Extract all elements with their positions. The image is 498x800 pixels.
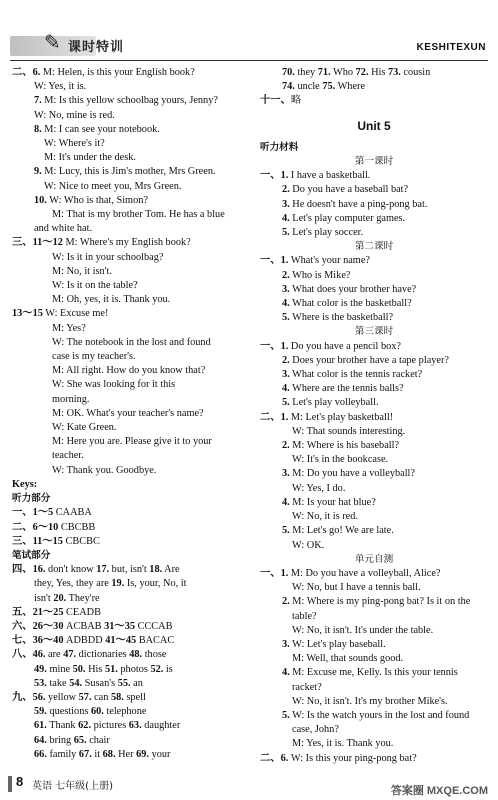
text-line: 六、26～30 ACBAB 31～35 CCCAB [12, 620, 173, 632]
text-line: W: No, it is red. [292, 511, 358, 523]
text-line: 3. What color is the tennis racket? [282, 369, 423, 381]
text-line: M: Yes? [52, 322, 86, 334]
header-divider [10, 60, 488, 61]
text-line: M: OK. What's your teacher's name? [52, 407, 204, 419]
text-line: 二、6. M: Helen, is this your English book? [12, 67, 195, 78]
text-line: M: Here you are. Please give it to your [52, 436, 212, 448]
text-line: W: No, but I have a tennis ball. [292, 582, 421, 594]
text-line: W: It's in the bookcase. [292, 454, 389, 466]
text-line: 三、11～12 M: Where's my English book? [12, 237, 191, 249]
logo-text: 课时特训 [68, 40, 125, 55]
text-line: M: All right. How do you know that? [52, 365, 206, 377]
text-line: teacher. [52, 450, 84, 462]
text-line: 一、1. I have a basketball. [260, 170, 371, 182]
text-line: 4. What color is the basketball? [282, 298, 412, 310]
text-line: table? [292, 610, 317, 622]
text-line: 5. Let's play soccer. [282, 227, 364, 239]
text-line: 2. Does your brother have a tape player? [282, 354, 449, 366]
text-line: 七、36～40 ADBDD 41～45 BACAC [12, 635, 175, 647]
text-line: 3. W: Let's play baseball. [282, 638, 386, 650]
text-line: Keys: [12, 478, 38, 490]
text-line: 4. M: Excuse me, Kelly. Is this your tennis [282, 667, 458, 679]
book-label: 英语 七年级(上册) [32, 781, 113, 792]
text-line: W: She was looking for it this [52, 379, 176, 391]
text-line: M: Oh, yes, it is. Thank you. [52, 294, 171, 306]
text-line: 3. He doesn't have a ping-pong bat. [282, 198, 428, 210]
page-number: 8 [16, 774, 24, 789]
text-line: they, Yes, they are 19. Is, your, No, it [34, 578, 187, 590]
page-footer [0, 770, 498, 800]
text-line: 笔试部分 [12, 549, 51, 561]
text-line: 7. M: Is this yellow schoolbag yours, Jenny? [34, 95, 218, 107]
text-line: 二、6～10 CBCBB [12, 521, 96, 533]
text-line: 5. Let's play volleyball. [282, 397, 379, 409]
text-line: racket? [292, 681, 322, 693]
text-line: 64. bring 65. chair [34, 734, 110, 746]
text-line: 9. M: Lucy, this is Jim's mother, Mrs Green. [34, 166, 216, 178]
text-line: M: It's under the desk. [44, 152, 136, 164]
text-line: 二、1. M: Let's play basketball! [260, 411, 394, 423]
text-line: M: Well, that sounds good. [292, 653, 404, 665]
text-line: W: The notebook in the lost and found [52, 336, 211, 348]
text-line: 4. Where are the tennis balls? [282, 383, 404, 395]
text-line: M: No, it isn't. [52, 265, 112, 277]
text-line: W: Yes, I do. [292, 482, 346, 494]
text-line: W: Is it in your schoolbag? [52, 251, 164, 263]
text-line: 13～15 W: Excuse me! [12, 308, 109, 320]
text-line: 2. Do you have a baseball bat? [282, 184, 409, 196]
text-line: 九、56. yellow 57. can 58. spell [12, 691, 146, 703]
watermark: 答案圈 MXQE.COM [390, 785, 488, 797]
text-line: W: No, mine is red. [34, 109, 115, 121]
text-line: case is my teacher's. [52, 351, 136, 363]
text-line: 一、1～5 CAABA [12, 507, 92, 519]
text-line: W: Is it on the table? [52, 280, 138, 292]
text-line: 8. M: I can see your notebook. [34, 123, 160, 135]
unit-5-section [260, 141, 488, 766]
page-number-marker [8, 776, 12, 792]
text-line: and white hat. [34, 223, 93, 235]
text-line: case, John? [292, 724, 339, 736]
text-line: W: Thank you. Goodbye. [52, 464, 157, 476]
text-line: 单元自测 [354, 553, 394, 565]
text-line: 10. W: Who is that, Simon? [34, 194, 148, 206]
text-line: isn't 20. They're [34, 592, 100, 604]
text-line: 第三课时 [354, 326, 394, 338]
text-line: W: Kate Green. [52, 422, 117, 434]
text-line: 第一课时 [354, 156, 394, 168]
text-line: 听力材料 [260, 141, 299, 153]
right-column [260, 66, 488, 766]
text-line: 59. questions 60. telephone [34, 706, 147, 718]
text-line: 5. M: Let's go! We are late. [282, 525, 394, 537]
text-line: W: Nice to meet you, Mrs Green. [44, 180, 182, 192]
text-line: 2. M: Where is my ping-pong bat? Is it on the [282, 596, 471, 608]
text-line: 3. What does your brother have? [282, 283, 417, 295]
text-line: 3. M: Do you have a volleyball? [282, 468, 415, 480]
text-line: 八、46. are 47. dictionaries 48. those [12, 649, 167, 661]
text-line: 五、21～25 CEADB [12, 606, 101, 618]
text-line: 第二课时 [354, 241, 394, 253]
text-line: 70. they 71. Who 72. His 73. cousin [282, 67, 431, 78]
brand-name: KESHITEXUN [416, 42, 486, 53]
text-line: 66. family 67. it 68. Her 69. your [34, 748, 171, 760]
text-line: W: Where's it? [44, 138, 105, 150]
text-line: 5. Where is the basketball? [282, 312, 394, 324]
right-top-answers [260, 66, 488, 109]
text-line: 4. M: Is your hat blue? [282, 496, 376, 508]
text-line: W: That sounds interesting. [292, 425, 406, 437]
text-line: 一、1. What's your name? [260, 255, 370, 267]
text-line: 5. W: Is the watch yours in the lost and found [282, 709, 470, 721]
text-line: 4. Let's play computer games. [282, 212, 406, 224]
text-line: 三、11～15 CBCBC [12, 535, 100, 547]
text-line: 61. Thank 62. pictures 63. daughter [34, 720, 181, 732]
page-header [0, 0, 498, 60]
left-column [12, 66, 248, 762]
text-line: 2. M: Where is his baseball? [282, 440, 400, 452]
text-line: 四、16. don't know 17. but, isn't 18. Are [12, 564, 180, 576]
text-line: M: That is my brother Tom. He has a blue [52, 209, 225, 221]
text-line: 一、1. Do you have a pencil box? [260, 340, 401, 352]
unit-title: Unit 5 [357, 118, 391, 133]
text-line: 二、6. W: Is this your ping-pong bat? [260, 752, 417, 764]
text-line: 2. Who is Mike? [282, 269, 351, 281]
text-line: morning. [52, 393, 90, 405]
swoosh-icon: ✎ [44, 30, 61, 54]
text-line: 53. take 54. Susan's 55. an [34, 677, 143, 689]
text-line: W: Yes, it is. [34, 81, 87, 93]
text-line: 74. uncle 75. Where [282, 81, 366, 93]
text-line: M: Yes, it is. Thank you. [292, 738, 394, 750]
text-line: 一、1. M: Do you have a volleyball, Alice? [260, 567, 441, 579]
text-line: W: No, it isn't. It's my brother Mike's. [292, 695, 448, 707]
text-line: 十一、略 [260, 95, 302, 107]
text-line: 49. mine 50. His 51. photos 52. is [34, 663, 173, 675]
text-line: W: OK. [292, 539, 325, 551]
text-line: W: No, it isn't. It's under the table. [292, 624, 434, 636]
text-line: 听力部分 [12, 493, 51, 505]
